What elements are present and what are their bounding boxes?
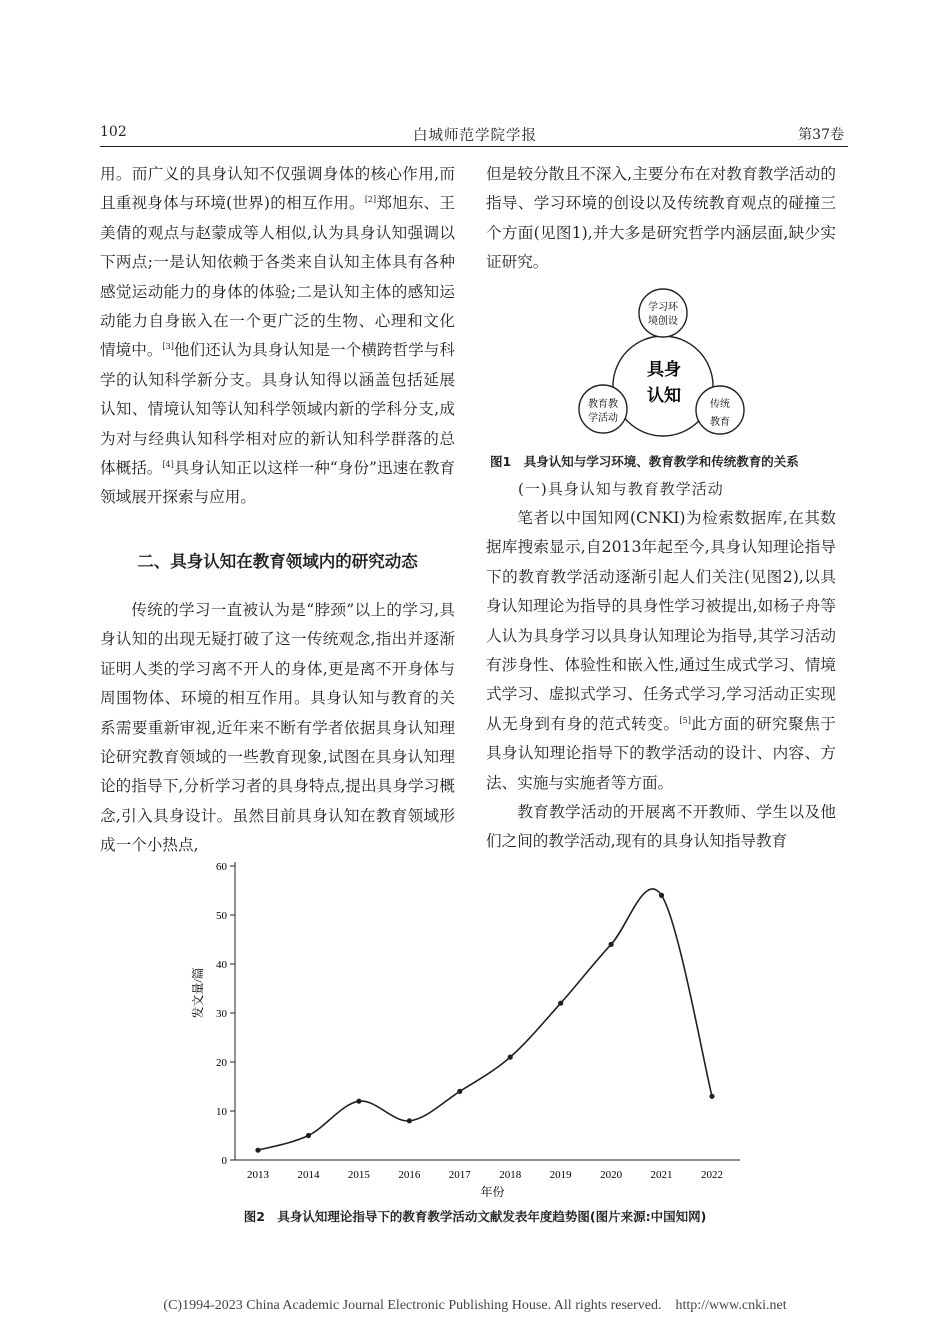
x-tick-label: 2021 xyxy=(650,1169,673,1181)
figure2-caption: 图2 具身认知理论指导下的教育教学活动文献发表年度趋势图(图片来源:中国知网) xyxy=(243,1209,707,1224)
data-points xyxy=(255,893,714,1153)
x-tick-label: 2022 xyxy=(701,1169,723,1181)
figure2-chart xyxy=(180,850,760,1205)
x-tick-label: 2020 xyxy=(600,1169,623,1181)
x-tick-label: 2015 xyxy=(347,1169,370,1181)
section-title: 二、具身认知在教育领域内的研究动态 xyxy=(137,552,418,571)
y-tick-label: 10 xyxy=(216,1106,227,1118)
right-paragraph-1: 但是较分散且不深入,主要分布在对教育教学活动的指导、学习环境的创设以及传统教育观点的碰撞三个方面(见图1),并大多是研究哲学内涵层面,缺少实证研究。 xyxy=(486,165,836,272)
right-paragraph-1-container xyxy=(486,160,836,278)
y-tick-label: 60 xyxy=(216,861,227,873)
figure1-caption: 图1 具身认知与学习环境、教育教学和传统教育的关系 xyxy=(490,454,799,469)
volume-label: 第37卷 xyxy=(798,127,844,143)
x-tick-label: 2018 xyxy=(499,1169,522,1181)
right-label-2: 教育 xyxy=(710,417,730,428)
footer-url[interactable]: http://www.cnki.net xyxy=(675,1298,787,1313)
data-point xyxy=(306,1133,311,1138)
right-paragraph-3: 教育教学活动的开展离不开教师、学生以及他们之间的教学活动,现有的具身认知指导教育 xyxy=(486,803,836,851)
copyright-text: (C)1994-2023 China Academic Journal Electronic Publishing House. All rights reserved. xyxy=(163,1298,662,1313)
right-paragraph-2: 笔者以中国知网(CNKI)为检索数据库,在其数据库搜索显示,自2013年起至今,具身认知理论指导下的教育教学活动逐渐引起人们关注(见图2),以具身认知理论为指导的具身性学习被提出,如杨子舟等人认为具身学习以具身认知理论为指导,其学习活动有涉身性、体验性和嵌入性,通过生成式学习、情境式学习、虚拟式学习、任务式学习,学习活动正实现从无身到有身的范式转变。[5]此方面的研究聚焦于具身认知理论指导下的教学活动的设计、内容、方法、实施与实施者等方面。 xyxy=(486,509,836,792)
data-point xyxy=(255,1148,260,1153)
center-label-1: 具身 xyxy=(647,360,681,379)
right-label-1: 传统 xyxy=(710,399,730,410)
footer xyxy=(0,1298,950,1314)
data-point xyxy=(558,1001,563,1006)
y-tick-label: 0 xyxy=(221,1155,227,1167)
data-point xyxy=(508,1055,513,1060)
data-point xyxy=(659,893,664,898)
subheading: (一)具身认知与教育教学活动 xyxy=(518,480,724,498)
left-column-text-2 xyxy=(100,596,455,861)
citation-3: [3] xyxy=(162,342,174,352)
data-point xyxy=(609,942,614,947)
left-paragraph-2: 传统的学习一直被认为是“脖颈”以上的学习,具身认知的出现无疑打破了这一传统观念,指出并逐渐证明人类的学习离不开人的身体,更是离不开身体与周围物体、环境的相互作用。具身认知与教育的关系需要重新审视,近年来不断有学者依据具身认知理论研究教育领域的一些教育现象,试图在具身认知理论的指导下,分析学习者的具身特点,提出具身学习概念,引入具身设计。虽然目前具身认知在教育领域形成一个小热点, xyxy=(100,601,455,855)
x-tick-label: 2017 xyxy=(448,1169,471,1181)
data-point xyxy=(407,1118,412,1123)
journal-title: 白城师范学院学报 xyxy=(413,128,537,144)
page-number: 102 xyxy=(100,124,127,140)
y-tick-label: 40 xyxy=(216,959,227,971)
left-paragraph-1: 用。而广义的具身认知不仅强调身体的核心作用,而且重视身体与环境(世界)的相互作用。[2]郑旭东、王美倩的观点与赵蒙成等人相似,认为具身认知强调以下两点;一是认知依赖于各类来自认知主体具有各种感觉运动能力的身体的体验;二是认知主体的感知运动能力自身嵌入在一个更广泛的生物、心理和文化情境中。[3]他们还认为具身认知是一个横跨哲学与科学的认知科学新分支。具身认知得以涵盖包括延展认知、情境认知等认知科学领域内新的学科分支,成为对与经典认知科学相对应的新认知科学群落的总体概括。[4]具身认知正以这样一种“身份”迅速在教育领域展开探索与应用。 xyxy=(100,165,455,507)
data-point xyxy=(709,1094,714,1099)
left-label-2: 学活动 xyxy=(588,413,618,424)
y-tick-label: 20 xyxy=(216,1057,227,1069)
x-tick-label: 2013 xyxy=(247,1169,269,1181)
left-column-text xyxy=(100,160,455,513)
figure1-diagram xyxy=(560,283,760,443)
right-column-text-2 xyxy=(486,504,836,857)
y-tick-label: 30 xyxy=(216,1008,227,1020)
x-axis-label: 年份 xyxy=(480,1185,505,1199)
citation-2: [2] xyxy=(364,195,377,205)
x-tick-label: 2019 xyxy=(549,1169,572,1181)
top-label-1: 学习环 xyxy=(648,302,678,313)
header-rule xyxy=(100,146,848,147)
x-ticks xyxy=(247,1169,723,1181)
series-line xyxy=(258,889,712,1150)
x-tick-label: 2014 xyxy=(297,1169,320,1181)
top-circle xyxy=(639,289,687,337)
center-label-2: 认知 xyxy=(647,386,681,405)
data-point xyxy=(457,1089,462,1094)
top-label-2: 境创设 xyxy=(648,316,678,327)
citation-4: [4] xyxy=(162,460,174,470)
x-tick-label: 2016 xyxy=(398,1169,421,1181)
y-axis-label: 发文量/篇 xyxy=(191,967,205,1019)
left-label-1: 教育教 xyxy=(588,399,618,410)
citation-5: [5] xyxy=(679,715,691,725)
y-ticks xyxy=(216,861,235,1167)
data-point xyxy=(356,1099,361,1104)
y-tick-label: 50 xyxy=(216,910,227,922)
